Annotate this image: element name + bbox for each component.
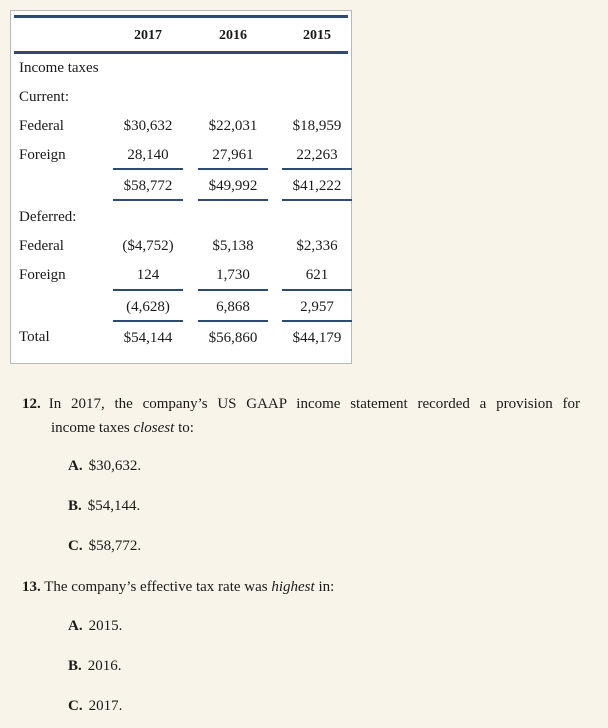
option-letter: C.: [68, 698, 83, 714]
total-cell: $56,860: [208, 330, 258, 346]
option-letter: A.: [68, 458, 83, 474]
subtotal-cell: $49,992: [208, 178, 258, 194]
year-header-2017: 2017: [134, 28, 162, 43]
option-text: 2016.: [87, 658, 122, 674]
deferred-label: Deferred:: [19, 209, 77, 225]
option-letter: C.: [68, 538, 83, 554]
option-text: 2015.: [88, 618, 123, 634]
table-cell: $30,632: [123, 118, 173, 134]
subtotal-cell: (4,628): [126, 299, 170, 315]
underline: [113, 320, 183, 322]
question-text: The company’s effective tax rate was: [44, 579, 272, 595]
subtotal-cell: $41,222: [292, 178, 342, 194]
option-letter: B.: [68, 658, 82, 674]
underline: [113, 168, 183, 170]
question-emphasis: highest: [271, 579, 315, 595]
table-cell: 28,140: [127, 147, 169, 163]
row-label: Foreign: [19, 147, 66, 163]
option-text: $54,144.: [87, 498, 141, 514]
table-cell: 621: [305, 267, 329, 283]
current-label: Current:: [19, 89, 69, 105]
underline: [198, 199, 268, 201]
underline: [282, 289, 352, 291]
underline: [198, 320, 268, 322]
option-letter: A.: [68, 618, 83, 634]
option-12-a[interactable]: [68, 458, 141, 475]
option-text: 2017.: [88, 698, 123, 714]
income-tax-table: [10, 10, 352, 364]
section-title: Income taxes: [19, 60, 99, 76]
header-rule: [14, 51, 348, 54]
table-top-rule: [14, 15, 348, 18]
question-text: to:: [174, 420, 194, 436]
table-cell: 1,730: [216, 267, 250, 283]
subtotal-cell: 6,868: [216, 299, 250, 315]
underline: [282, 168, 352, 170]
option-text: $58,772.: [88, 538, 142, 554]
table-cell: $2,336: [296, 238, 338, 254]
subtotal-cell: $58,772: [123, 178, 173, 194]
underline: [282, 199, 352, 201]
underline: [113, 289, 183, 291]
table-cell: ($4,752): [122, 238, 174, 254]
option-12-c[interactable]: [68, 538, 141, 555]
underline: [198, 289, 268, 291]
option-13-b[interactable]: [68, 658, 122, 675]
question-text: income taxes: [51, 420, 134, 436]
question-emphasis: closest: [133, 420, 175, 436]
question-12: [22, 392, 580, 440]
option-letter: B.: [68, 498, 82, 514]
question-text: In 2017, the company’s US GAAP income statement recorded a provision for: [48, 396, 580, 412]
question-13: [22, 575, 334, 599]
underline: [113, 199, 183, 201]
row-label: Foreign: [19, 267, 66, 283]
question-number: 13.: [22, 579, 41, 595]
year-header-2015: 2015: [303, 28, 331, 43]
table-cell: 22,263: [296, 147, 338, 163]
question-number: 12.: [22, 396, 41, 412]
table-cell: 27,961: [212, 147, 254, 163]
underline: [282, 320, 352, 322]
row-label: Federal: [19, 238, 64, 254]
option-12-b[interactable]: [68, 498, 140, 515]
row-label: Federal: [19, 118, 64, 134]
table-cell: 124: [136, 267, 160, 283]
year-header-2016: 2016: [219, 28, 247, 43]
underline: [198, 168, 268, 170]
question-text: in:: [314, 579, 335, 595]
total-cell: $44,179: [292, 330, 342, 346]
total-cell: $54,144: [123, 330, 173, 346]
total-label: Total: [19, 329, 50, 345]
table-cell: $22,031: [208, 118, 258, 134]
option-13-a[interactable]: [68, 618, 122, 635]
table-cell: $18,959: [292, 118, 342, 134]
subtotal-cell: 2,957: [300, 299, 334, 315]
option-text: $30,632.: [88, 458, 142, 474]
table-cell: $5,138: [212, 238, 254, 254]
option-13-c[interactable]: [68, 698, 122, 715]
